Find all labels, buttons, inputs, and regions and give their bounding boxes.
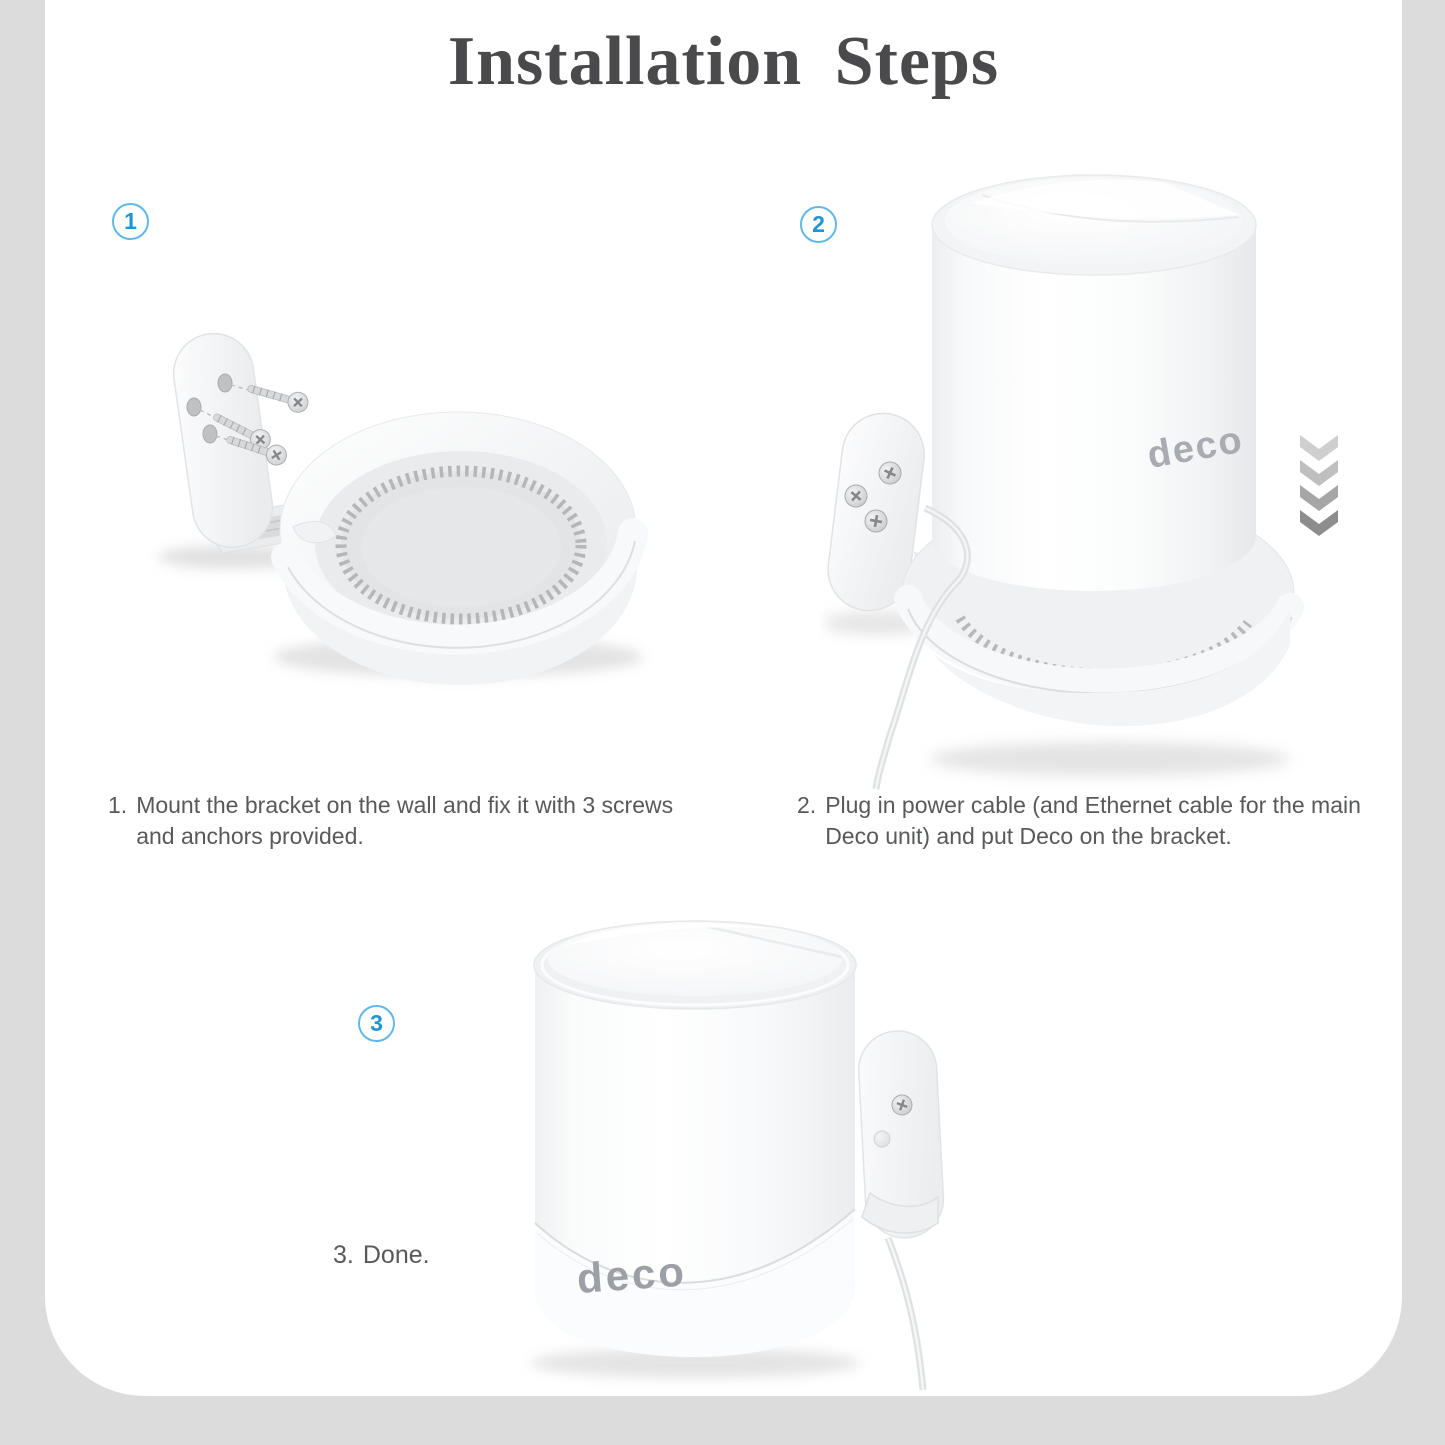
deco-unit [534, 921, 856, 1357]
step-3-caption [333, 1240, 430, 1271]
mounting-hole [218, 374, 232, 392]
deco-logo-text: deco [1144, 418, 1247, 477]
wall-plate [857, 1029, 946, 1240]
chevron-down-icon [1300, 460, 1338, 486]
step-1-illustration-wall-bracket [128, 295, 653, 720]
page-title: Installation Steps [447, 23, 1000, 100]
step-1-caption-line: and anchors provided. [136, 823, 364, 849]
step-1-caption [108, 790, 698, 852]
step-1-caption-line: Mount the bracket on the wall and fix it with 3 screws [136, 792, 674, 818]
step-2-caption-line: Deco unit) and put Deco on the bracket. [825, 823, 1232, 849]
step-3-caption-line: Done. [362, 1241, 430, 1269]
chevron-down-icon [1300, 435, 1338, 461]
deco-top-cap [548, 922, 842, 996]
bracket-bowl [280, 412, 637, 685]
chevron-down-icon [1300, 485, 1338, 511]
step-1-caption-number: 1. [108, 792, 128, 818]
bowl-shadow [930, 742, 1290, 776]
step-2-caption-number: 2. [797, 792, 817, 818]
step-2-caption-line: Plug in power cable (and Ethernet cable for the main [825, 792, 1361, 818]
step-3-badge: 3 [358, 1005, 395, 1042]
power-cable [888, 1238, 923, 1390]
step-1-badge: 1 [112, 203, 149, 240]
step-3-illustration-deco-mounted [490, 893, 1070, 1391]
step-2-badge: 2 [800, 206, 837, 243]
chevron-down-icons [1300, 435, 1338, 536]
bowl-floor [361, 487, 561, 607]
step-3-caption-number: 3. [333, 1241, 354, 1269]
step-2-caption [797, 790, 1397, 852]
mounting-hole [187, 398, 201, 416]
deco-logo-text: deco [575, 1247, 689, 1302]
step-2-illustration-deco-on-bracket [820, 163, 1380, 790]
chevron-down-icon [1300, 510, 1338, 536]
deco-unit [932, 175, 1256, 591]
mounting-hole [203, 425, 217, 443]
